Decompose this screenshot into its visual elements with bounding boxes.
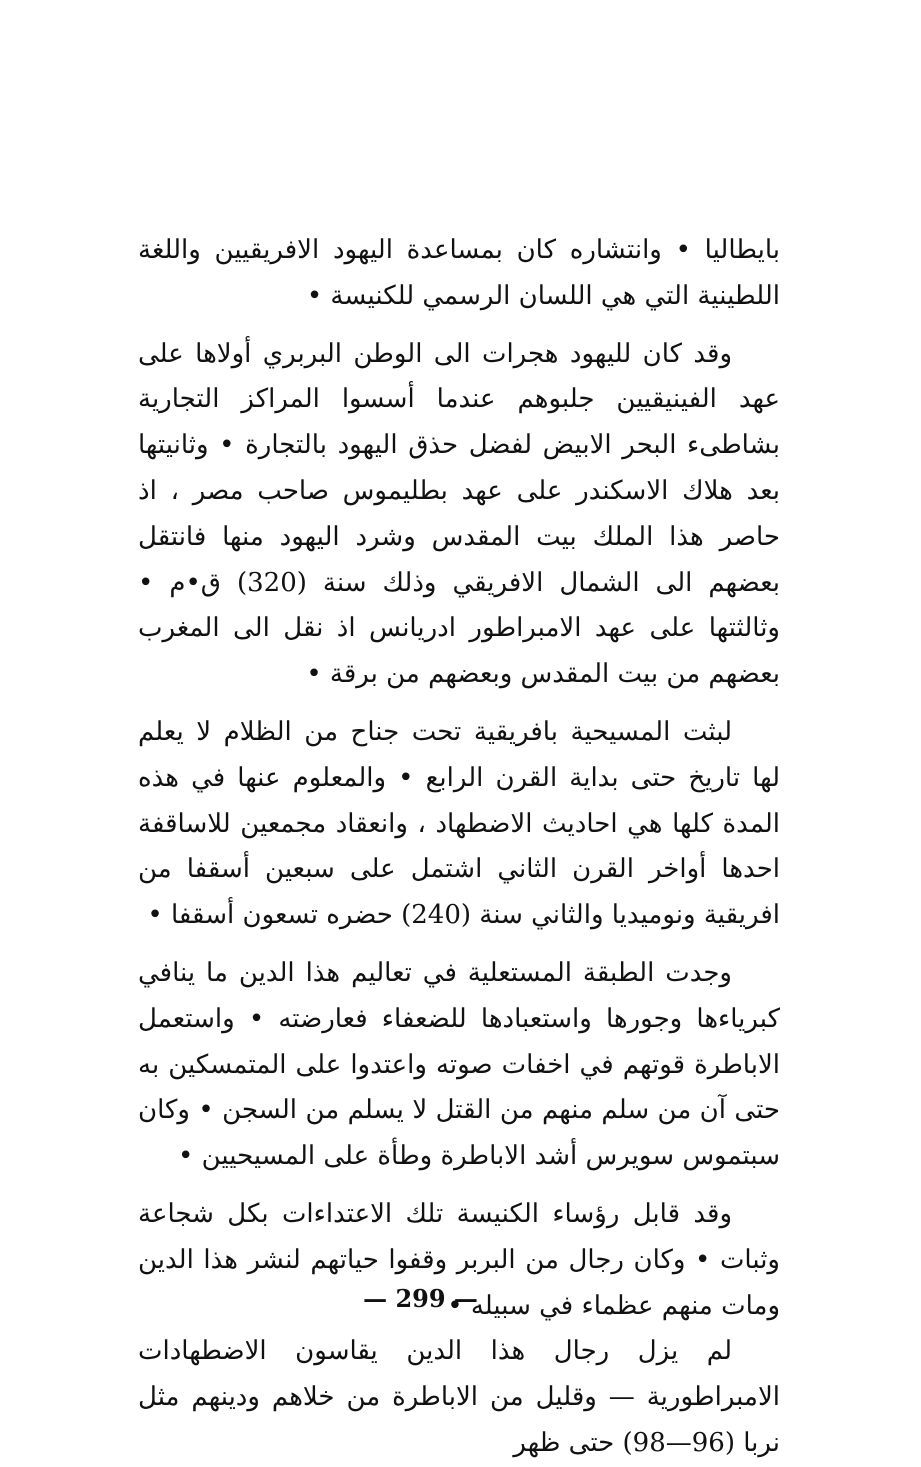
body-text [138, 228, 780, 1467]
page-number: — 299 — [363, 1284, 478, 1313]
paragraph-2: وقد كان لليهود هجرات الى الوطن البربري أولاها على عهد الفينيقيين جلبوهم عندما أسسوا المراكز التجارية بشاطىء البحر الابيض لفضل حذق اليهود بالتجارة • وثانيتها بعد هلاك الاسكندر على عهد بطليموس صاحب مصر ، اذ حاصر هذا الملك بيت المقدس وشرد اليهود منها فانتقل بعضهم الى الشمال الافريقي وذلك سنة (320) ق•م • وثالثتها على عهد الامبراطور ادريانس اذ نقل الى المغرب بعضهم من بيت المقدس وبعضهم من برقة • [138, 338, 780, 690]
paragraph-gap [138, 939, 780, 951]
paragraph-4: وجدت الطبقة المستعلية في تعاليم هذا الدين ما ينافي كبرياءها وجورها واستعبادها للضعفاء فعارضته • واستعمل الاباطرة قوتهم في اخفات صوته واعتدوا على المتمسكين به حتى آن من سلم منهم من القتل لا يسلم من السجن • وكان سبتموس سويرس أشد الاباطرة وطأة على المسيحيين • [138, 957, 780, 1172]
paragraph-gap [138, 1180, 780, 1192]
paragraph-3: لبثت المسيحية بافريقية تحت جناح من الظلام لا يعلم لها تاريخ حتى بداية القرن الرابع • والمعلوم عنها في هذه المدة كلها هي احاديث الاضطهاد ، وانعقاد مجمعين للاساقفة احدها أواخر القرن الثاني اشتمل على سبعين أسقفا من افريقية ونوميديا والثاني سنة (240) حضره تسعون أسقفا • [138, 716, 780, 931]
paragraph-1: بايطاليا • وانتشاره كان بمساعدة اليهود الافريقيين واللغة اللطينية التي هي اللسان الرسمي للكنيسة • [138, 235, 780, 311]
paragraph-gap [138, 698, 780, 710]
paragraph-6: لم يزل رجال هذا الدين يقاسون الاضطهادات الامبراطورية — وقليل من الاباطرة من خلاهم ودينهم مثل نربا (96—98) حتى ظهر [138, 1336, 780, 1458]
paragraph-gap [138, 320, 780, 332]
paragraph-5: وقد قابل رؤساء الكنيسة تلك الاعتداءات بكل شجاعة وثبات • وكان رجال من البربر وقفوا حياتهم لنشر هذا الدين ومات منهم عظماء في سبيله • [138, 1198, 780, 1321]
